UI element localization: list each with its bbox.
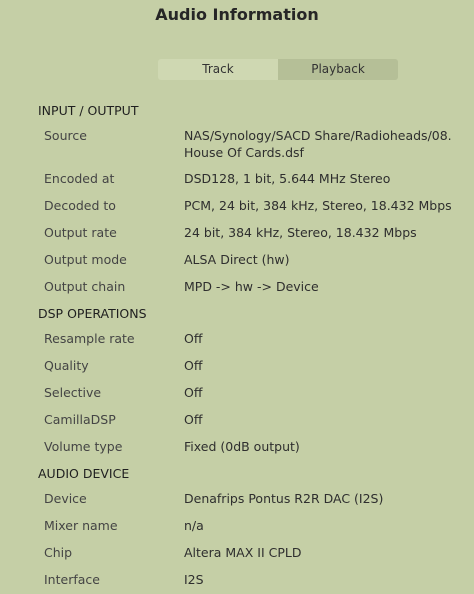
section-title-input-output: INPUT / OUTPUT <box>38 103 139 118</box>
label-output-mode: Output mode <box>44 252 127 267</box>
label-output-chain: Output chain <box>44 279 126 294</box>
tab-playback[interactable]: Playback <box>278 59 398 80</box>
value-decoded-to: PCM, 24 bit, 384 kHz, Stereo, 18.432 Mbps <box>184 198 452 213</box>
section-title-audio-device: AUDIO DEVICE <box>38 466 130 481</box>
value-selective: Off <box>184 385 203 400</box>
value-interface: I2S <box>184 572 204 587</box>
value-camilladsp: Off <box>184 412 203 427</box>
value-output-mode: ALSA Direct (hw) <box>184 252 290 267</box>
page-title: Audio Information <box>155 5 319 24</box>
value-resample-rate: Off <box>184 331 203 346</box>
label-chip: Chip <box>44 545 73 560</box>
label-output-rate: Output rate <box>44 225 117 240</box>
label-quality: Quality <box>44 358 89 373</box>
label-selective: Selective <box>44 385 102 400</box>
value-device: Denafrips Pontus R2R DAC (I2S) <box>184 491 384 506</box>
section-title-dsp-operations: DSP OPERATIONS <box>38 306 147 321</box>
value-volume-type: Fixed (0dB output) <box>184 439 300 454</box>
value-encoded-at: DSD128, 1 bit, 5.644 MHz Stereo <box>184 171 391 186</box>
label-volume-type: Volume type <box>44 439 123 454</box>
value-source: NAS/Synology/SACD Share/Radioheads/08. House Of Cards.dsf <box>184 128 452 160</box>
label-source: Source <box>44 128 87 143</box>
label-mixer-name: Mixer name <box>44 518 118 533</box>
value-mixer-name: n/a <box>184 518 204 533</box>
label-interface: Interface <box>44 572 100 587</box>
label-device: Device <box>44 491 87 506</box>
label-camilladsp: CamillaDSP <box>44 412 116 427</box>
value-quality: Off <box>184 358 203 373</box>
label-encoded-at: Encoded at <box>44 171 115 186</box>
value-output-chain: MPD -> hw -> Device <box>184 279 319 294</box>
tab-bar <box>158 59 398 80</box>
label-decoded-to: Decoded to <box>44 198 116 213</box>
value-chip: Altera MAX II CPLD <box>184 545 302 560</box>
label-resample-rate: Resample rate <box>44 331 135 346</box>
tab-track[interactable]: Track <box>158 59 278 80</box>
value-output-rate: 24 bit, 384 kHz, Stereo, 18.432 Mbps <box>184 225 417 240</box>
